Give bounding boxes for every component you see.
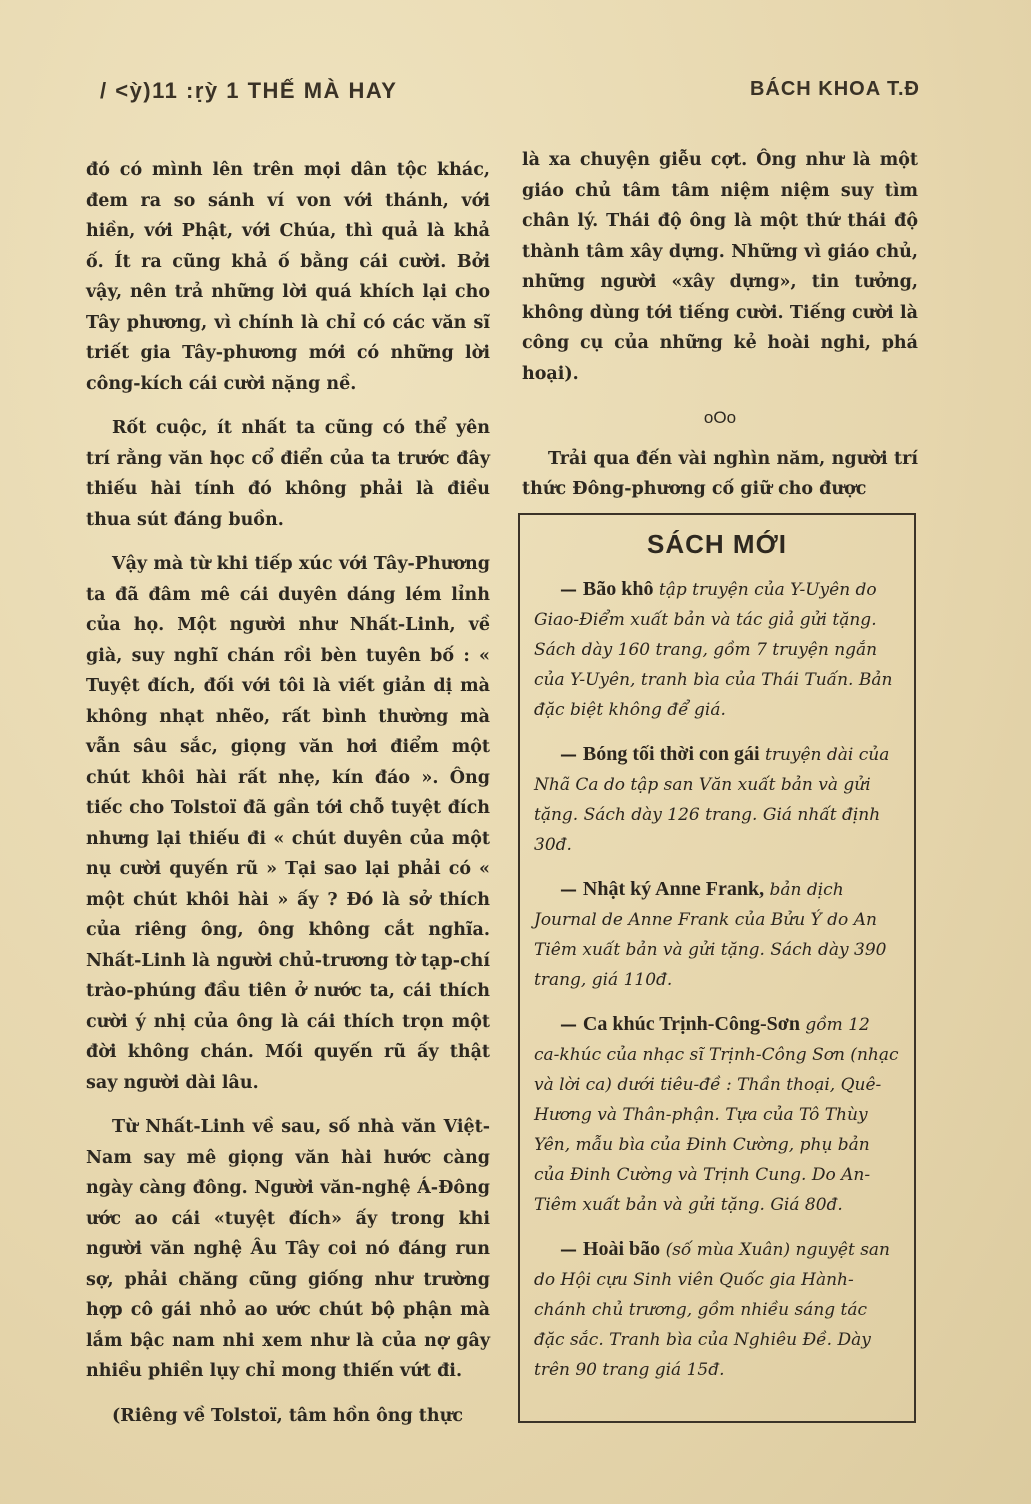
book-description: gồm 12 ca-khúc của nhạc sĩ Trịnh-Công Sơn (nhạc và lời ca) dưới tiêu-đề : Thần thoại, Quê-Hương và Thân-phận. Tựa của Tô Thùy Yên, mẫu bìa của Đinh Cường, phụ bản của Đinh Cường và Trịnh Cung. Do An-Tiêm xuất bản và gửi tặng. Giá 80đ. [534, 1015, 899, 1215]
paragraph: Vậy mà từ khi tiếp xúc với Tây-Phương ta đã đâm mê cái duyên dáng lém lỉnh của họ. Một người như Nhất-Linh, về già, suy nghĩ chán rồi bèn tuyên bố : « Tuyệt đích, đối với tôi là viết giản dị mà không nhạt nhẽo, rất bình thường mà vẫn sâu sắc, giọng văn hơi điểm một chút khôi hài rất nhẹ, kín đáo ». Ông tiếc cho Tolstoï đã gần tới chỗ tuyệt đích nhưng lại thiếu đi « chút duyên của một nụ cười quyến rũ » Tại sao lại phải có « một chút khôi hài » ấy ? Đó là sở thích của riêng ông, ông không cắt nghĩa. Nhất-Linh là người chủ-trương tờ tạp-chí trào-phúng đầu tiên ở nước ta, cái thích cười ý nhị của ông là cái thích trọn một đời không chán. Mối quyến rũ ấy thật say người dài lâu. [86, 554, 490, 1093]
book-entry [534, 1009, 900, 1220]
entry-dash: — [560, 745, 583, 765]
paragraph: Từ Nhất-Linh về sau, số nhà văn Việt-Nam say mê giọng văn hài hước càng ngày càng đông. Người văn-nghệ Á-Đông ước ao cái «tuyệt đích» ấy trong khi người văn nghệ Âu Tây coi nó đáng run sợ, phải chăng cũng giống như trường hợp cô gái nhỏ ao ước chút bộ phận mà lắm bậc nam nhi xem như là của nợ gây nhiều phiền lụy chỉ mong thiến vứt đi. [86, 1117, 490, 1381]
book-entry [534, 874, 900, 995]
left-column [86, 155, 490, 1445]
right-column [522, 145, 918, 505]
paragraph: đó có mình lên trên mọi dân tộc khác, đem ra so sánh ví von với thánh, với hiền, với Phật, với Chúa, thì quả là khả ố. Ít ra cũng khả ố bằng cái cười. Bởi vậy, nên trả những lời quá khích lại cho Tây phương, vì chính là chỉ có các văn sĩ triết gia Tây-phương mới có những lời công-kích cái cười nặng nề. [86, 160, 490, 394]
paragraph: Rốt cuộc, ít nhất ta cũng có thể yên trí rằng văn học cổ điển của ta trước đây thiếu hài tính đó không phải là điều thua sút đáng buồn. [86, 418, 490, 530]
paragraph: là xa chuyện giễu cợt. Ông như là một giáo chủ tâm tâm niệm niệm suy tìm chân lý. Thái độ ông là một thứ thái độ thành tâm xây dựng. Những vì giáo chủ, những người «xây dựng», tin tưởng, không dùng tới tiếng cười. Tiếng cười là công cụ của những kẻ hoài nghi, phá hoại). [522, 150, 918, 384]
book-description: bản dịch Journal de Anne Frank của Bửu Ý do An Tiêm xuất bản và gửi tặng. Sách dày 390 trang, giá 110đ. [534, 880, 887, 990]
book-description: tập truyện của Y-Uyên do Giao-Điểm xuất bản và tác giả gửi tặng. Sách dày 160 trang, gồm 7 truyện ngắn của Y-Uyên, tranh bìa của Thái Tuấn. Bản đặc biệt không để giá. [534, 580, 893, 720]
entry-dash: — [560, 880, 583, 900]
paragraph: (Riêng về Tolstoï, tâm hồn ông thực [112, 1405, 463, 1426]
book-title: Ca khúc Trịnh-Công-Sơn [582, 1013, 800, 1035]
book-entry [534, 1234, 900, 1385]
book-title: Bão khô [582, 578, 654, 600]
running-title: / <ỳ)11 :ṛỳ 1 THẾ MÀ HAY [100, 78, 398, 103]
book-title: Nhật ký Anne Frank, [582, 878, 765, 900]
box-title: SÁCH MỚI [647, 529, 787, 559]
page-header [100, 78, 920, 118]
book-entry [534, 574, 900, 725]
entry-dash: — [560, 580, 583, 600]
entry-dash: — [560, 1240, 583, 1260]
book-title: Bóng tối thời con gái [582, 743, 760, 765]
running-source: BÁCH KHOA T.Đ [749, 78, 920, 100]
entry-dash: — [560, 1015, 583, 1035]
book-title: Hoài bão [582, 1238, 661, 1260]
book-entry [534, 739, 900, 860]
paragraph: Trải qua đến vài nghìn năm, người trí thức Đông-phương cố giữ cho được [522, 448, 918, 499]
section-separator: oOo [703, 408, 737, 427]
book-description: truyện dài của Nhã Ca do tập san Văn xuất bản và gửi tặng. Sách dày 126 trang. Giá nhất định 30đ. [534, 745, 890, 855]
book-description: (số mùa Xuân) nguyệt san do Hội cựu Sinh viên Quốc gia Hành-chánh chủ trương, gồm nhiều sáng tác đặc sắc. Tranh bìa của Nghiêu Đề. Dày trên 90 trang giá 15đ. [534, 1240, 891, 1380]
new-books-box [518, 513, 916, 1423]
